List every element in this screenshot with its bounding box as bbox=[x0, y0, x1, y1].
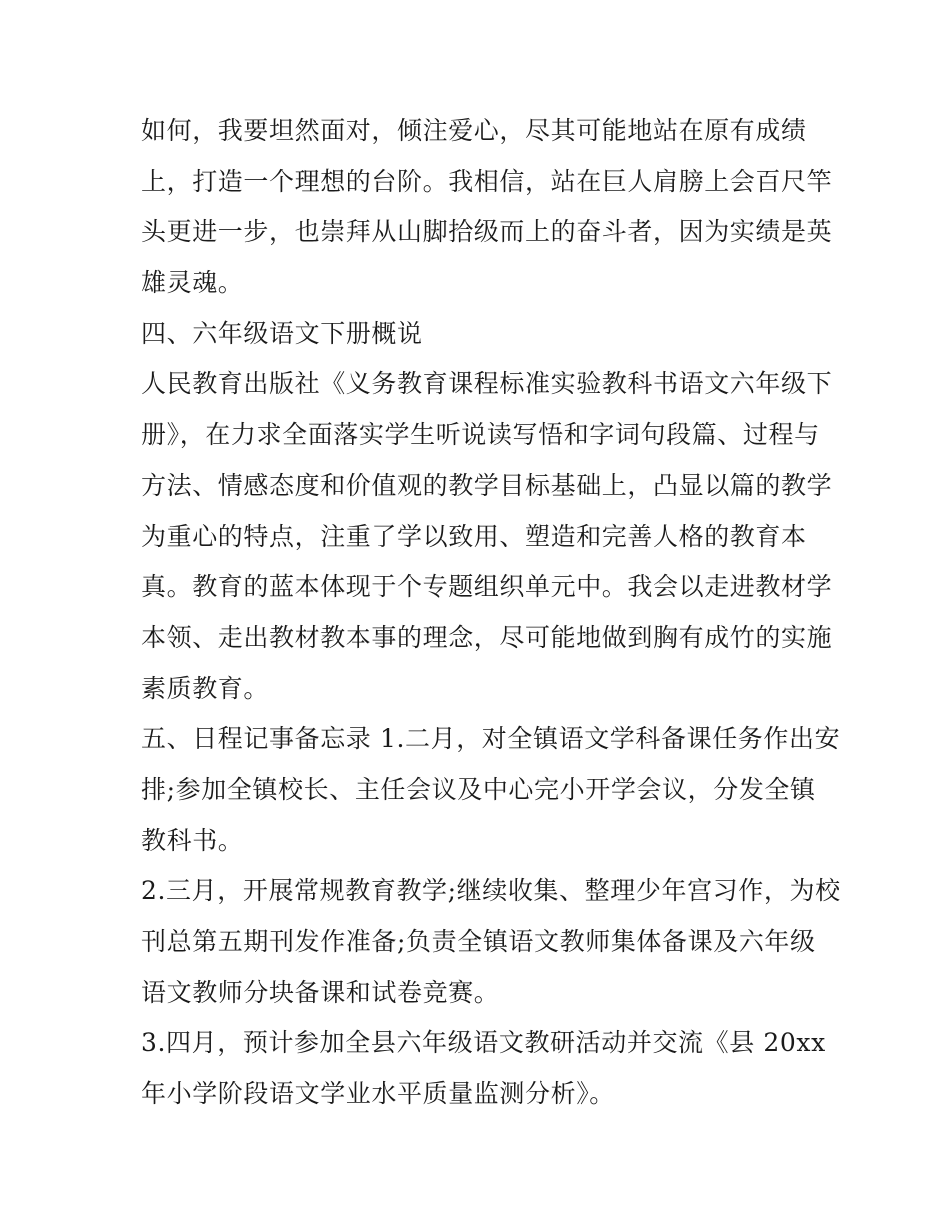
text-line: 雄灵魂。 bbox=[141, 268, 244, 298]
text-line: 头更进一步，也崇拜从山脚拾级而上的奋斗者，因为实绩是英 bbox=[141, 217, 833, 247]
text-line: 教科书。 bbox=[141, 825, 244, 855]
text-line: 素质教育。 bbox=[141, 673, 270, 703]
text-line: 五、日程记事备忘录 1.二月，对全镇语文学科备课任务作出安 bbox=[141, 724, 841, 754]
paragraph-schedule-march bbox=[141, 866, 841, 1018]
text-line: 人民教育出版社《义务教育课程标准实验教科书语文六年级下 bbox=[141, 369, 833, 399]
text-line: 册》，在力求全面落实学生听说读写悟和字词句段篇、过程与 bbox=[141, 420, 820, 450]
text-line: 语文教师分块备课和试卷竞赛。 bbox=[141, 977, 500, 1007]
text-line: 年小学阶段语文学业水平质量监测分析》。 bbox=[141, 1079, 615, 1109]
text-line: 为重心的特点，注重了学以致用、塑造和完善人格的教育本 bbox=[141, 521, 807, 551]
paragraph-closing-remarks bbox=[141, 106, 833, 309]
text-line: 排;参加全镇校长、主任会议及中心完小开学会议，分发全镇 bbox=[141, 774, 816, 804]
paragraph-textbook-overview bbox=[141, 359, 833, 714]
text-line: 3.四月，预计参加全县六年级语文教研活动并交流《县 20xx bbox=[141, 1028, 826, 1058]
paragraph-schedule-february bbox=[141, 714, 841, 866]
text-line: 上，打造一个理想的台阶。我相信，站在巨人肩膀上会百尺竿 bbox=[141, 166, 833, 196]
section-heading-textbook-overview bbox=[141, 309, 821, 360]
text-line: 真。教育的蓝本体现于个专题组织单元中。我会以走进教材学 bbox=[141, 572, 833, 602]
heading-line: 四、六年级语文下册概说 bbox=[141, 318, 423, 348]
paragraph-schedule-april bbox=[141, 1018, 826, 1119]
document-body bbox=[141, 106, 841, 1120]
text-line: 方法、情感态度和价值观的教学目标基础上，凸显以篇的教学 bbox=[141, 470, 833, 500]
text-line: 本领、走出教材教本事的理念，尽可能地做到胸有成竹的实施 bbox=[141, 622, 833, 652]
text-line: 刊总第五期刊发作准备;负责全镇语文教师集体备课及六年级 bbox=[141, 927, 816, 956]
text-line: 如何，我要坦然面对，倾注爱心，尽其可能地站在原有成绩 bbox=[141, 116, 807, 145]
text-line: 2.三月，开展常规教育教学;继续收集、整理少年宫习作，为校 bbox=[141, 876, 841, 906]
